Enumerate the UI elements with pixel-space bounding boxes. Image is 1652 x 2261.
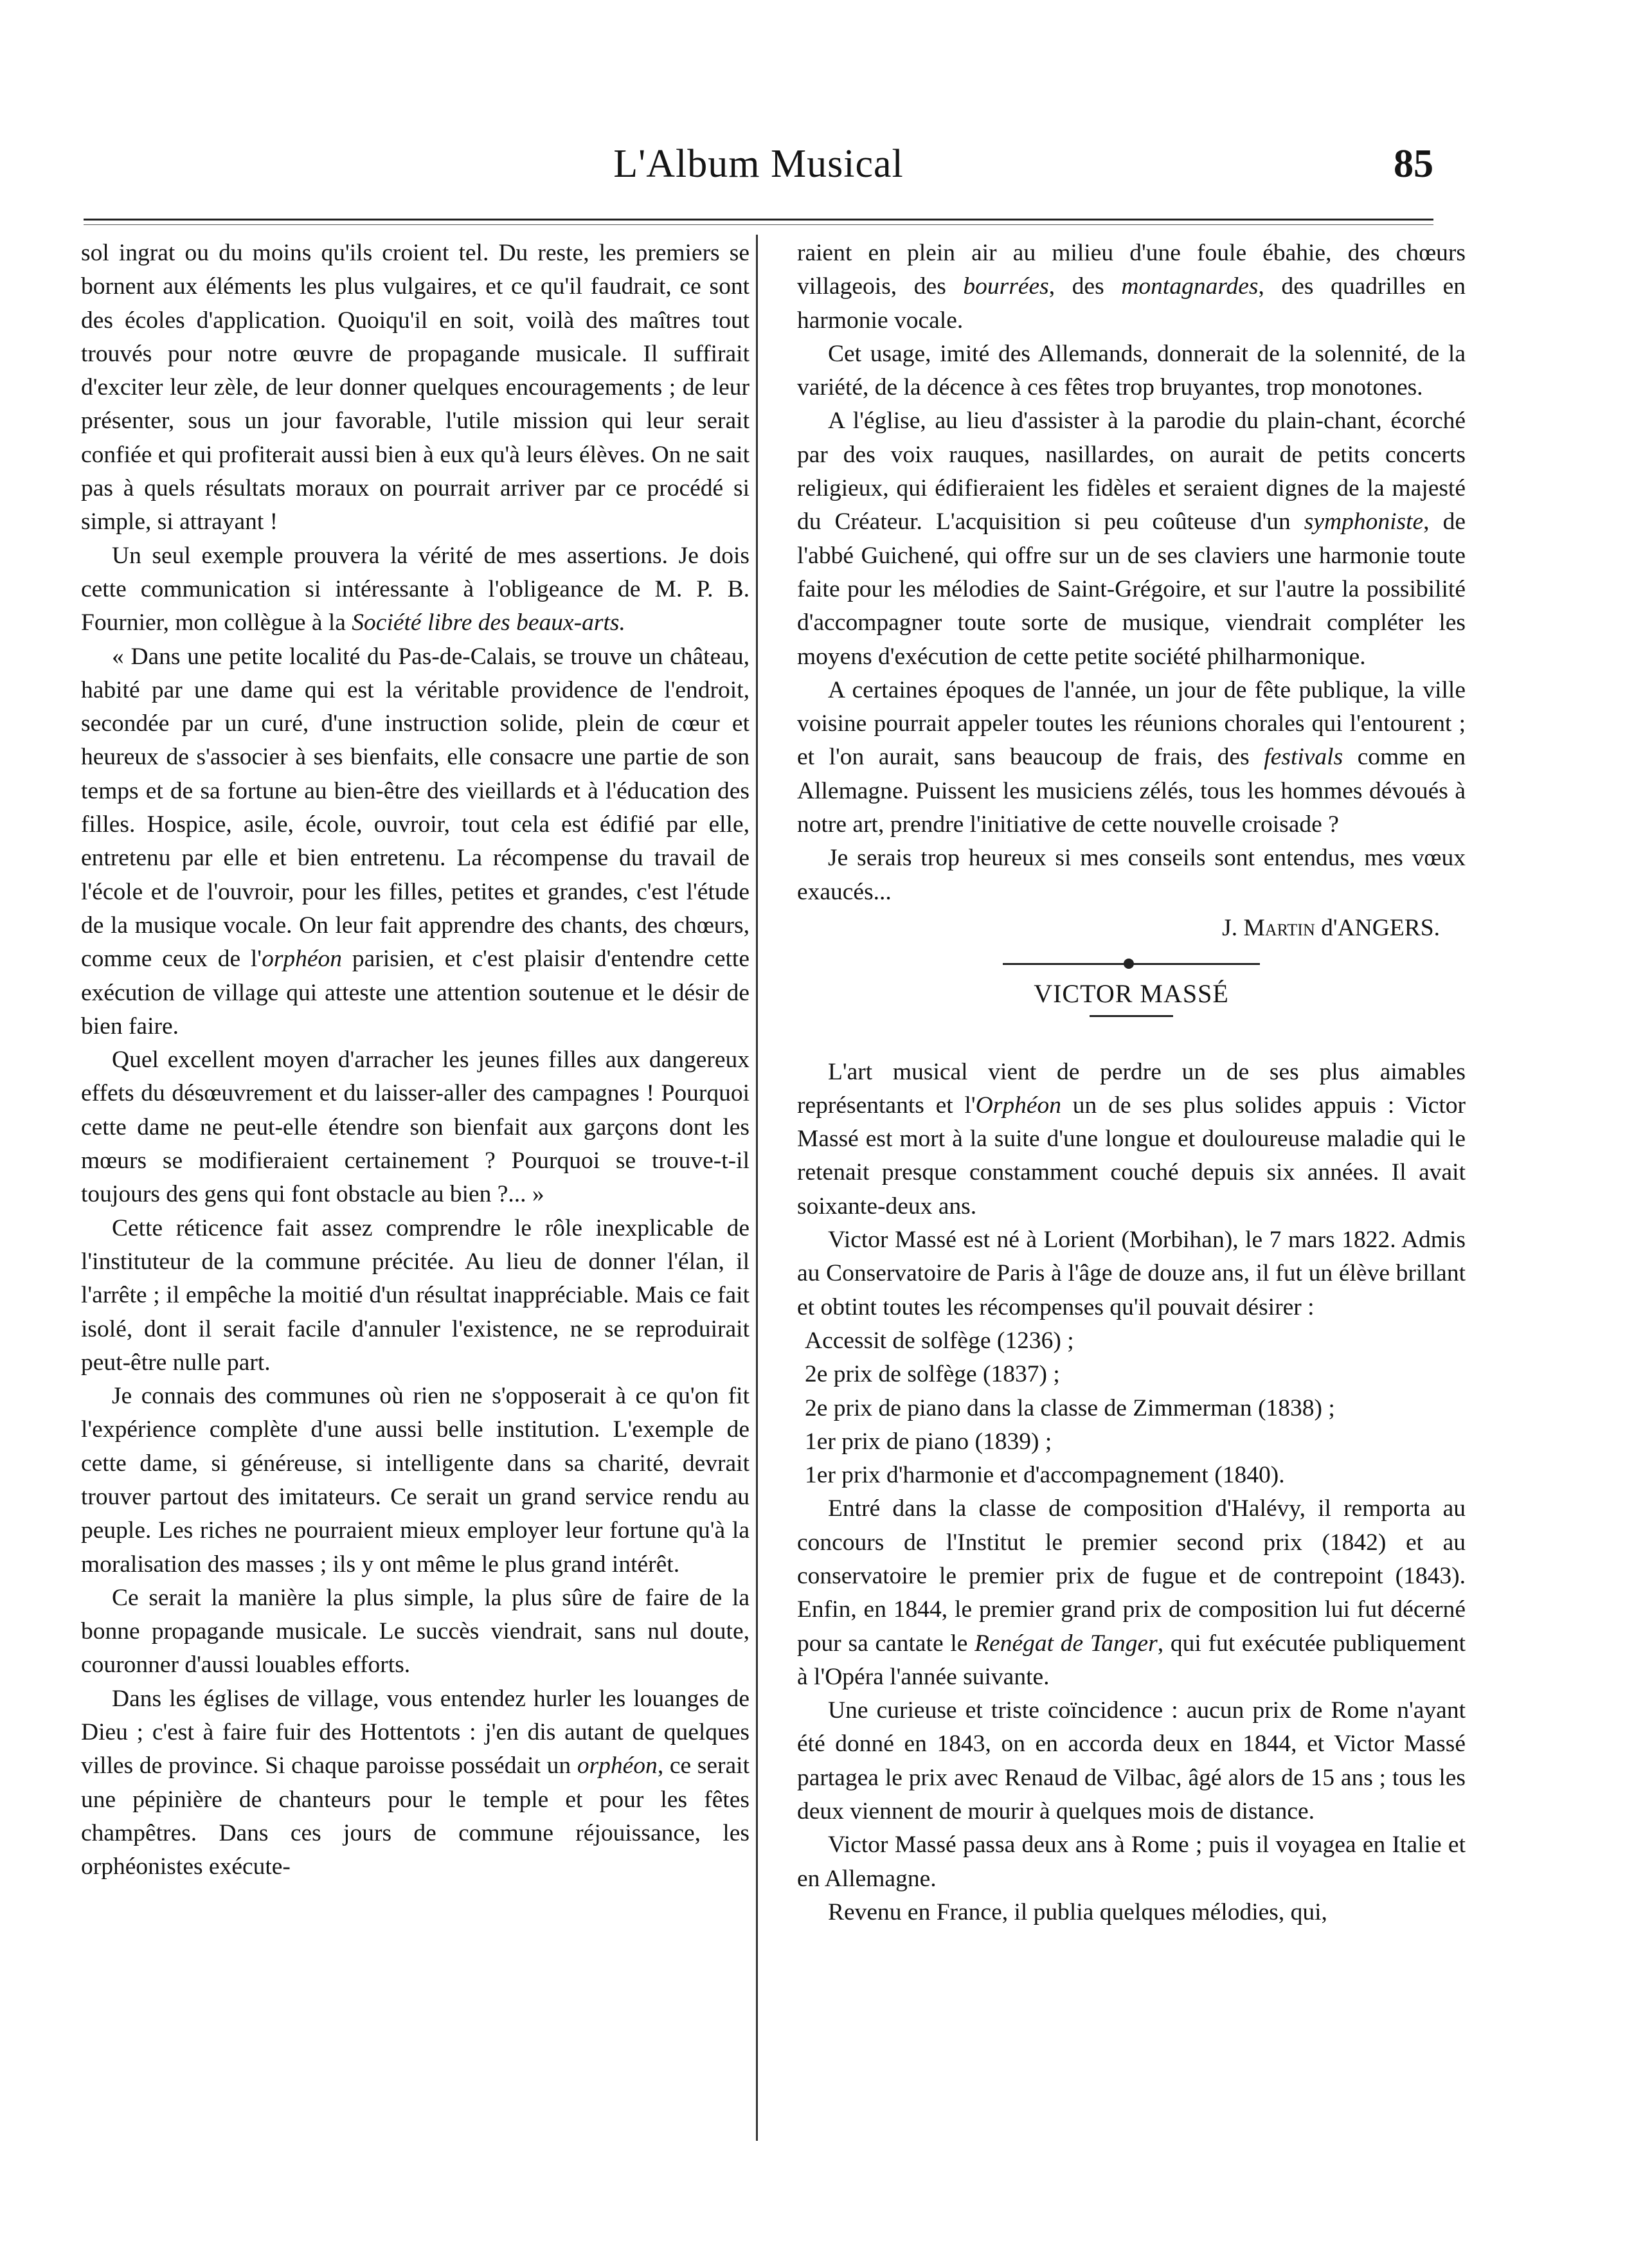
paragraph: A l'église, au lieu d'assister à la parodie du plain-chant, écorché par des voix rauques, nasillardes, on aurait de petits concerts religieux, qui édifieraient les fidèles et seraient dignes de la majesté du Créateur. L'acquisition si peu coûteuse d'un symphoniste, de l'abbé Guichené, qui offre sur un de ses claviers une harmonie toute faite pour les mélodies de Saint-Grégoire, et sur l'autre la possibilité d'accompagner toute sorte de musique, viendrait compléter les moyens d'exécution de cette petite société philharmonique. (797, 408, 1466, 670)
paragraph: Un seul exemple prouvera la vérité de mes assertions. Je dois cette communication si intéressante à l'obligeance de M. P. B. Fournier, mon collègue à la Société libre des beaux-arts. (81, 542, 750, 636)
paragraph: sol ingrat ou du moins qu'ils croient tel. Du reste, les premiers se bornent aux éléments les plus vulgaires, et ce qu'il faudrait, ce sont des écoles d'application. Quoiqu'il en soit, voilà des maîtres tout trouvés pour notre œuvre de propagande musicale. Il suffirait d'exciter leur zèle, de leur donner quelques encouragements ; de leur présenter, sous un jour favorable, l'utile mission qui leur serait confiée et qui profiterait aussi bien à eux qu'à leurs élèves. On ne sait pas à quels résultats moraux on pourrait arriver par ce procédé si simple, si attrayant ! (81, 240, 750, 536)
paragraph: A certaines époques de l'année, un jour de fête publique, la ville voisine pourrait appeler toutes les réunions chorales qui l'entourent ; et l'on aurait, sans beaucoup de frais, des festivals comme en Allemagne. Puissent les musiciens zélés, tous les hommes dévoués à notre art, prendre l'initiative de cette nouvelle croisade ? (797, 676, 1466, 838)
list-item: 1er prix de piano (1839) ; (805, 1428, 1052, 1455)
paragraph: raient en plein air au milieu d'une foule ébahie, des chœurs villageois, des bourrées, des montagnardes, des quadrilles en harmonie vocale. (797, 240, 1466, 334)
paragraph: Ce serait la manière la plus simple, la plus sûre de faire de la bonne propagande musicale. Le succès viendrait, sans nul doute, couronner d'aussi louables efforts. (81, 1584, 750, 1679)
list-item: Accessit de solfège (1236) ; (805, 1327, 1074, 1354)
paragraph: Une curieuse et triste coïncidence : aucun prix de Rome n'ayant été donné en 1843, on en accorda deux en 1844, et Victor Massé partagea le prix avec Renaud de Vilbac, âgé alors de 15 ans ; tous les deux viennent de mourir à quelques mois de distance. (797, 1697, 1466, 1825)
paragraph: Victor Massé est né à Lorient (Morbihan), le 7 mars 1822. Admis au Conservatoire de Paris à l'âge de douze ans, il fut un élève brillant et obtint toutes les récompenses qu'il pouvait désirer : (797, 1227, 1466, 1320)
section-title: VICTOR MASSÉ (1034, 979, 1229, 1009)
paragraph: Je connais des communes où rien ne s'opposerait à ce qu'on fit l'expérience complète d'une aussi belle institution. L'exemple de cette dame, si généreuse, si intelligente dans sa charité, devrait trouver partout des imitateurs. Ce serait un grand service rendu au peuple. Les riches ne pourraient mieux employer leur fortune qu'à la moralisation des masses ; ils y ont même le plus grand intérêt. (81, 1383, 750, 1578)
paragraph: Dans les églises de village, vous entendez hurler les louanges de Dieu ; c'est à faire fuir des Hottentots : j'en dis autant de quelques villes de province. Si chaque paroisse possédait un orphéon, ce serait une pépinière de chanteurs pour le temple et pour les fêtes champêtres. Dans ces jours de commune réjouissance, les orphéonistes exécute- (81, 1685, 750, 1880)
running-title: L'Album Musical (613, 142, 904, 186)
paragraph: L'art musical vient de perdre un de ses plus aimables représentants et l'Orphéon un de ses plus solides appuis : Victor Massé est mort à la suite d'une longue et douloureuse maladie qui le retenait presque constamment couché depuis six années. Il avait soixante-deux ans. (797, 1058, 1466, 1220)
paragraph: Entré dans la classe de composition d'Halévy, il remporta au concours de l'Institut le premier second prix (1842) et au conservatoire le premier prix de fugue et de contrepoint (1843). Enfin, en 1844, le premier grand prix de composition lui fut décerné pour sa cantate le Renégat de Tanger, qui fut exécutée publiquement à l'Opéra l'année suivante. (797, 1495, 1466, 1690)
quote-paragraph: « Dans une petite localité du Pas-de-Calais, se trouve un château, habité par une dame qui est la véritable providence de l'endroit, secondée par un curé, d'une instruction solide, plein de cœur et heureux de s'associer à ses bienfaits, elle consacre une partie de son temps et de sa fortune au bien-être des vieillards et à l'éducation des filles. Hospice, asile, école, ouvroir, tout cela est édifié par elle, entretenu par elle et bien entretenu. La récompense du travail de l'école et de l'ouvroir, pour les filles, petites et grandes, c'est l'étude de la musique vocale. On leur fait apprendre des chants, des chœurs, comme ceux de l'orphéon parisien, et c'est plaisir d'entendre cette exécution de village qui atteste une attention soutenue et le désir de bien faire. (81, 643, 750, 1040)
left-column (81, 237, 750, 1884)
header-rule (84, 219, 1433, 225)
list-item: 2e prix de piano dans la classe de Zimmerman (1838) ; (805, 1394, 1335, 1421)
list-item: 1er prix d'harmonie et d'accompagnement (1840). (805, 1462, 1285, 1489)
column-divider (756, 235, 758, 2141)
list-item: 2e prix de solfège (1837) ; (805, 1361, 1060, 1388)
ornament-divider (797, 951, 1466, 977)
page-number: 85 (1394, 142, 1433, 186)
author-signature: J. Martin d'ANGERS. (1222, 914, 1440, 941)
title-rule (1090, 1015, 1173, 1017)
page-header (84, 141, 1433, 199)
paragraph: Cette réticence fait assez comprendre le rôle inexplicable de l'instituteur de la commune précitée. Au lieu de donner l'élan, il l'arrête ; il empêche la moitié d'un résultat inappréciable. Mais ce fait isolé, dont il serait facile d'annuler l'existence, ne se reproduirait peut-être nulle part. (81, 1214, 750, 1376)
paragraph: Victor Massé passa deux ans à Rome ; puis il voyagea en Italie et en Allemagne. (797, 1832, 1466, 1892)
paragraph: Je serais trop heureux si mes conseils sont entendus, mes vœux exaucés... (797, 845, 1466, 905)
paragraph: Cet usage, imité des Allemands, donnerait de la solennité, de la variété, de la décence à ces fêtes trop bruyantes, trop monotones. (797, 340, 1466, 401)
right-column (797, 237, 1466, 1929)
paragraph: Revenu en France, il publia quelques mélodies, qui, (828, 1898, 1327, 1925)
paragraph: Quel excellent moyen d'arracher les jeunes filles aux dangereux effets du désœuvrement et du laisser-aller des campagnes ! Pourquoi cette dame ne peut-elle étendre son bienfait aux garçons dont les mœurs se modifieraient certainement ? Pourquoi se trouve-t-il toujours des gens qui font obstacle au bien ?... » (81, 1047, 750, 1208)
